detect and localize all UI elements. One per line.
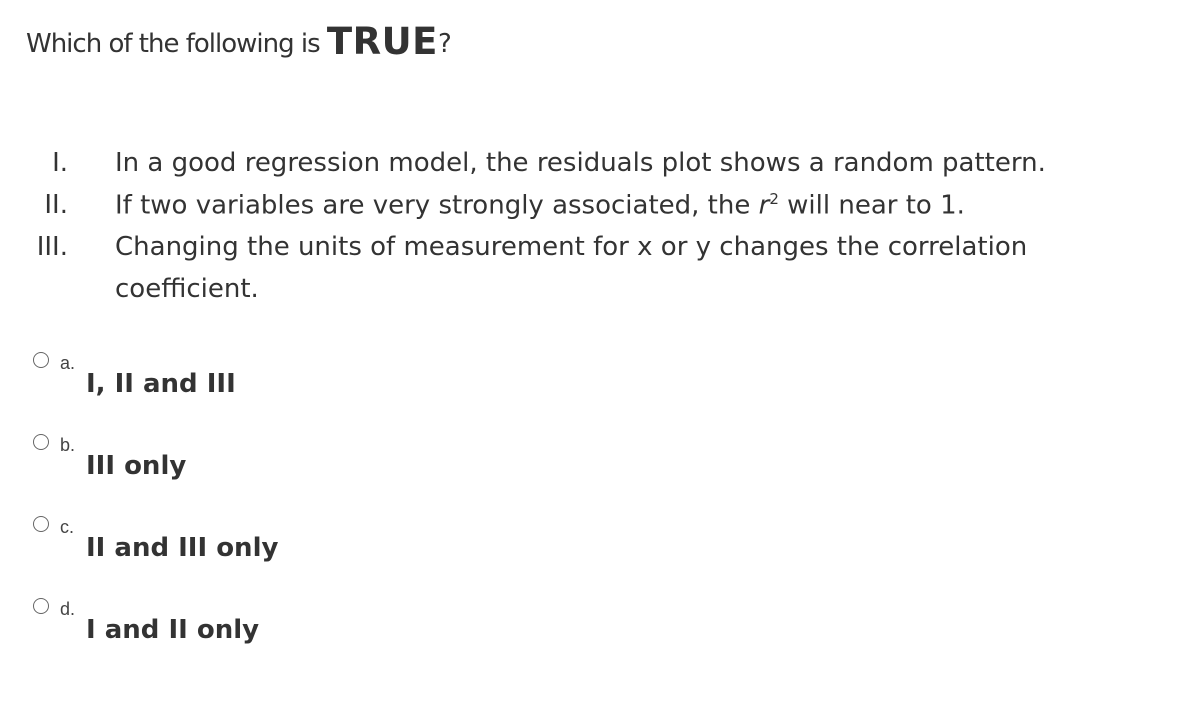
superscript: 2: [769, 190, 779, 208]
option-letter: c.: [60, 517, 75, 537]
option-d[interactable]: [0, 596, 1200, 678]
question-emphasis: TRUE: [326, 20, 438, 63]
statement-numeral: I.: [52, 148, 68, 178]
option-letter: b.: [60, 435, 76, 455]
statement-item: [0, 226, 1200, 316]
radio-button-b[interactable]: [33, 434, 49, 450]
option-label[interactable]: I, II and III: [86, 369, 236, 399]
statement-item: [0, 184, 1200, 226]
option-b[interactable]: [0, 432, 1200, 514]
radio-button-d[interactable]: [33, 598, 49, 614]
statement-item: [0, 142, 1200, 184]
question-prompt: [26, 20, 451, 63]
option-label[interactable]: I and II only: [86, 615, 260, 645]
r-symbol: r: [758, 190, 770, 221]
statement-numeral: III.: [36, 232, 68, 262]
statement-numeral: II.: [44, 190, 68, 220]
radio-button-a[interactable]: [33, 352, 49, 368]
answer-options: [0, 350, 1200, 678]
statement-list: [0, 142, 1200, 316]
option-a[interactable]: [0, 350, 1200, 432]
option-letter: d.: [60, 599, 76, 619]
question-suffix: ?: [437, 29, 451, 59]
statement-continuation: coefficient.: [115, 274, 259, 304]
option-letter: a.: [60, 353, 76, 373]
statement-text: [115, 190, 965, 221]
statement-text: Changing the units of measurement for x or y changes the correlation: [115, 232, 1028, 262]
statement-text-after: will near to 1.: [778, 190, 965, 221]
option-label[interactable]: II and III only: [86, 533, 279, 563]
question-prefix: Which of the following is: [26, 29, 327, 59]
statement-text: In a good regression model, the residuals plot shows a random pattern.: [115, 148, 1046, 178]
statement-text-before: If two variables are very strongly associated, the: [115, 190, 759, 221]
radio-button-c[interactable]: [33, 516, 49, 532]
option-c[interactable]: [0, 514, 1200, 596]
option-label[interactable]: III only: [86, 451, 187, 481]
